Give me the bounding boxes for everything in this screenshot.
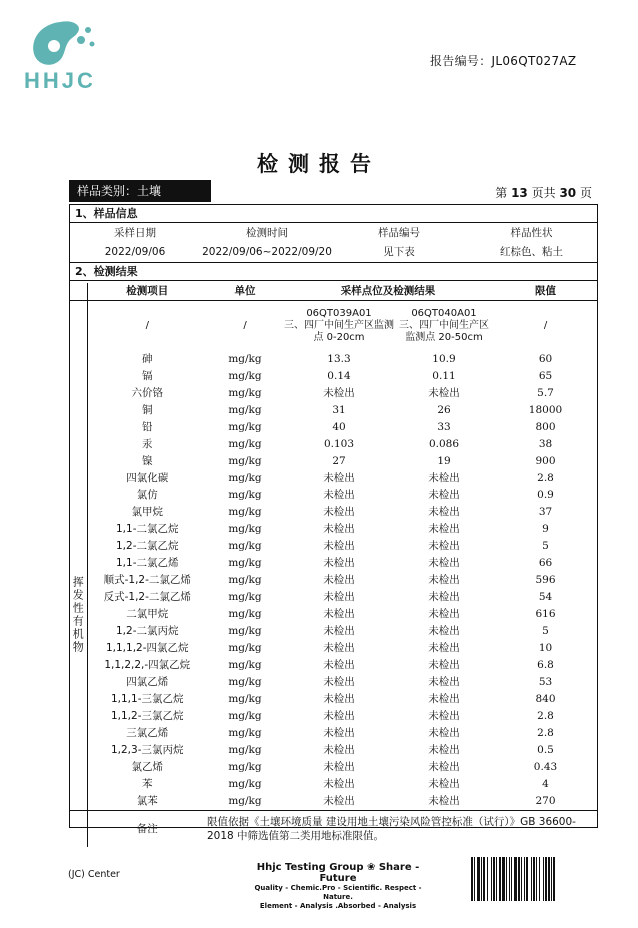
result-point-1: 未检出 [323, 574, 355, 586]
table-row [69, 640, 598, 657]
result-point-1: 未检出 [323, 795, 355, 807]
item-unit: mg/kg [228, 710, 262, 722]
result-point-2: 未检出 [428, 523, 460, 535]
table-row [69, 419, 598, 436]
item-limit: 37 [538, 506, 553, 518]
table-row [69, 402, 598, 419]
barcode-bar [518, 857, 520, 901]
result-point-2: 未检出 [428, 472, 460, 484]
sample-character-label: 样品性状 [510, 227, 553, 239]
table-row [69, 776, 598, 793]
test-time-label: 检测时间 [246, 227, 288, 239]
item-limit: 53 [538, 676, 553, 688]
result-point-1: 未检出 [323, 489, 355, 501]
table-row [69, 623, 598, 640]
item-limit: 900 [535, 455, 556, 467]
result-point-2: 0.086 [428, 438, 460, 450]
table-row [69, 742, 598, 759]
page-current: 13 [511, 186, 528, 200]
item-name: 汞 [142, 438, 153, 450]
result-point-1: 未检出 [323, 693, 355, 705]
item-name: 四氯乙烯 [126, 676, 169, 688]
item-name: 反式-1,2-二氯乙烯 [103, 591, 191, 603]
barcode-bar [536, 857, 537, 901]
item-unit: mg/kg [228, 642, 262, 654]
barcode-bar [521, 857, 522, 901]
item-limit: 54 [538, 591, 553, 603]
table-row [69, 436, 598, 453]
item-limit: 66 [538, 557, 553, 569]
table-row [69, 657, 598, 674]
page-suffix: 页 [579, 186, 592, 200]
item-name: 氯仿 [136, 489, 158, 501]
item-limit: 2.8 [537, 710, 554, 722]
item-unit: mg/kg [228, 370, 262, 382]
barcode-bar [543, 857, 544, 901]
item-unit: mg/kg [228, 523, 262, 535]
section-results: 2、检测结果 [69, 264, 598, 281]
table-row [69, 793, 598, 811]
item-limit: 6.8 [537, 659, 554, 671]
item-limit: 10 [538, 642, 553, 654]
item-limit: 5 [542, 625, 549, 637]
item-limit: 596 [535, 574, 556, 586]
item-name: 镉 [142, 370, 153, 382]
item-name: 1,1,1,2-四氯乙烷 [105, 642, 189, 654]
result-point-1: 未检出 [323, 778, 355, 790]
item-limit: 616 [535, 608, 556, 620]
barcode-bar [491, 857, 492, 901]
company-logo [20, 16, 110, 100]
col-item: 检测项目 [87, 283, 207, 301]
page-info [495, 184, 592, 201]
result-point-2: 未检出 [428, 540, 460, 552]
result-point-2: 未检出 [428, 659, 460, 671]
item-limit: 2.8 [537, 472, 554, 484]
result-point-1: 未检出 [323, 761, 355, 773]
item-unit: mg/kg [228, 744, 262, 756]
result-point-2: 33 [437, 421, 451, 433]
result-point-1: 未检出 [323, 608, 355, 620]
sample-no: 见下表 [383, 246, 415, 258]
logo-text: HHJC [24, 68, 96, 93]
item-name: 六价铬 [131, 387, 163, 399]
item-name: 氯甲烷 [131, 506, 163, 518]
item-limit: 0.43 [533, 761, 558, 773]
table-row [69, 487, 598, 504]
item-name: 1,1,2,2,-四氯乙烷 [104, 659, 191, 671]
result-point-2: 未检出 [428, 761, 460, 773]
table-row [69, 674, 598, 691]
table-row [69, 351, 598, 368]
result-point-2: 未检出 [428, 506, 460, 518]
result-point-1: 40 [332, 421, 346, 433]
item-name: 铜 [142, 404, 153, 416]
table-header [69, 283, 598, 301]
item-unit: mg/kg [228, 353, 262, 365]
result-point-2: 未检出 [428, 795, 460, 807]
sub-limit: / [543, 320, 548, 331]
barcode-bar [487, 857, 488, 901]
item-unit: mg/kg [228, 591, 262, 603]
item-unit: mg/kg [228, 421, 262, 433]
barcode-bar [551, 857, 552, 901]
sample-point-2-desc: 三、四厂中间生产区监测点 20-50cm [399, 320, 489, 343]
item-name: 1,2-二氯乙烷 [116, 540, 179, 552]
barcode-bar [533, 857, 535, 901]
report-number-label: 报告编号： [430, 54, 492, 68]
table-row [69, 368, 598, 385]
result-point-2: 未检出 [428, 387, 460, 399]
table-row [69, 759, 598, 776]
result-point-1: 未检出 [323, 744, 355, 756]
report-number-value: JL06QT027AZ [491, 54, 577, 68]
item-name: 1,1-二氯乙烯 [116, 557, 179, 569]
barcode-bar [539, 857, 540, 901]
table-row [69, 708, 598, 725]
sample-point-1-code: 06QT039A01 [306, 308, 372, 319]
item-unit: mg/kg [228, 693, 262, 705]
result-point-2: 26 [437, 404, 451, 416]
item-unit: mg/kg [228, 574, 262, 586]
sample-point-2 [395, 301, 493, 352]
result-point-1: 未检出 [323, 625, 355, 637]
result-point-2: 未检出 [428, 608, 460, 620]
item-limit: 65 [538, 370, 553, 382]
result-point-1: 未检出 [323, 659, 355, 671]
sample-no-label: 样品编号 [378, 227, 420, 239]
result-point-1: 未检出 [323, 727, 355, 739]
sample-point-2-code: 06QT040A01 [411, 308, 477, 319]
col-results: 采样点位及检测结果 [283, 283, 493, 301]
result-point-2: 未检出 [428, 727, 460, 739]
item-limit: 0.5 [537, 744, 554, 756]
result-point-1: 未检出 [323, 523, 355, 535]
item-unit: mg/kg [228, 625, 262, 637]
item-name: 顺式-1,2-二氯乙烯 [103, 574, 191, 586]
barcode-bar [477, 857, 480, 901]
barcode-bar [483, 857, 485, 901]
item-unit: mg/kg [228, 608, 262, 620]
item-unit: mg/kg [228, 557, 262, 569]
item-unit: mg/kg [228, 404, 262, 416]
sub-unit: / [243, 320, 247, 331]
item-name: 氯乙烯 [131, 761, 163, 773]
item-limit: 18000 [528, 404, 563, 416]
result-point-2: 0.11 [432, 370, 456, 382]
sample-info-header [69, 224, 598, 243]
result-point-1: 27 [332, 455, 346, 467]
col-unit: 单位 [207, 283, 283, 301]
result-point-1: 未检出 [323, 506, 355, 518]
barcode-bar [474, 857, 475, 901]
page-title: 检测报告 [257, 152, 381, 176]
page-mid: 页共 [531, 186, 556, 200]
table-row [69, 555, 598, 572]
footer-brand-line: Hhjc Testing Group ❀ Share - Future [256, 862, 420, 884]
item-limit: 5.7 [537, 387, 554, 399]
barcode-bar [481, 857, 482, 901]
item-limit: 2.8 [537, 727, 554, 739]
item-unit: mg/kg [228, 387, 262, 399]
table-row [69, 538, 598, 555]
result-point-1: 13.3 [327, 353, 351, 365]
barcode-bar [548, 857, 550, 901]
item-unit: mg/kg [228, 727, 262, 739]
barcode-bar [471, 857, 473, 901]
col-limit: 限值 [493, 283, 598, 301]
result-point-2: 未检出 [428, 710, 460, 722]
table-row [69, 691, 598, 708]
barcode-bar [524, 857, 525, 901]
item-name: 1,1-二氯乙烷 [116, 523, 179, 535]
section-sample-info: 1、样品信息 [69, 206, 598, 223]
item-name: 铅 [142, 421, 153, 433]
footer-tagline-2: Element - Analysis .Absorbed - Analysis [259, 902, 417, 910]
table-row [69, 385, 598, 402]
table-row [69, 521, 598, 538]
report-number [430, 52, 576, 69]
page-prefix: 第 [495, 186, 508, 200]
item-unit: mg/kg [228, 795, 262, 807]
item-unit: mg/kg [228, 778, 262, 790]
result-point-2: 未检出 [428, 744, 460, 756]
item-name: 1,2-二氯丙烷 [116, 625, 179, 637]
table-row [69, 725, 598, 742]
item-name: 氯苯 [136, 795, 158, 807]
sample-category: 样品类别：土壤 [69, 180, 211, 202]
item-name: 1,1,2-三氯乙烷 [110, 710, 184, 722]
result-point-1: 未检出 [323, 540, 355, 552]
item-name: 1,1,1-三氯乙烷 [110, 693, 184, 705]
item-unit: mg/kg [228, 676, 262, 688]
table-row [69, 453, 598, 470]
sample-character: 红棕色、粘土 [500, 246, 563, 258]
result-point-1: 未检出 [323, 557, 355, 569]
result-point-2: 未检出 [428, 489, 460, 501]
barcode-bar [514, 857, 517, 901]
result-point-1: 未检出 [323, 710, 355, 722]
result-point-2: 未检出 [428, 676, 460, 688]
result-point-1: 未检出 [323, 642, 355, 654]
barcode-bar [553, 857, 555, 901]
item-unit: mg/kg [228, 455, 262, 467]
footer-brand [240, 862, 436, 911]
item-limit: 840 [535, 693, 556, 705]
item-unit: mg/kg [228, 761, 262, 773]
barcode-bar [499, 857, 501, 901]
barcode-bar [493, 857, 495, 901]
sample-point-row [69, 301, 598, 352]
footer-center-label: (JC) Center [68, 869, 120, 880]
item-limit: 4 [542, 778, 549, 790]
barcode-bar [531, 857, 532, 901]
result-point-2: 未检出 [428, 591, 460, 603]
result-point-2: 未检出 [428, 778, 460, 790]
table-row [69, 470, 598, 487]
barcode-bar [511, 857, 512, 901]
result-point-2: 未检出 [428, 574, 460, 586]
page-total: 30 [559, 186, 577, 200]
barcode-bar [502, 857, 505, 901]
table-row [69, 504, 598, 521]
table-row [69, 572, 598, 589]
table-row [69, 589, 598, 606]
barcode [470, 857, 598, 901]
note-text: 限值依据《土壤环境质量 建设用地土壤污染风险管控标准（试行）》GB 36600-2018 中筛选值第二类用地标准限值。 [207, 811, 598, 848]
barcode-bar [496, 857, 497, 901]
item-unit: mg/kg [228, 659, 262, 671]
result-point-1: 未检出 [323, 472, 355, 484]
barcode-bar [509, 857, 510, 901]
table-row [69, 606, 598, 623]
result-point-2: 未检出 [428, 642, 460, 654]
item-unit: mg/kg [228, 489, 262, 501]
item-limit: 9 [542, 523, 549, 535]
item-limit: 0.9 [537, 489, 554, 501]
result-point-2: 19 [437, 455, 451, 467]
sample-date: 2022/09/06 [104, 246, 166, 258]
item-name: 镍 [142, 455, 153, 467]
item-limit: 270 [535, 795, 556, 807]
sample-date-label: 采样日期 [114, 227, 156, 239]
result-point-2: 未检出 [428, 625, 460, 637]
item-limit: 38 [538, 438, 553, 450]
item-unit: mg/kg [228, 506, 262, 518]
barcode-bar [506, 857, 507, 901]
sub-item: / [145, 320, 149, 331]
result-point-2: 10.9 [432, 353, 456, 365]
item-name: 砷 [142, 353, 153, 365]
barcode-bar [526, 857, 528, 901]
item-limit: 60 [538, 353, 553, 365]
result-point-1: 未检出 [323, 676, 355, 688]
test-time: 2022/09/06~2022/09/20 [202, 246, 332, 258]
item-limit: 800 [535, 421, 556, 433]
item-unit: mg/kg [228, 472, 262, 484]
results-table [69, 283, 598, 847]
note-row [69, 811, 598, 848]
item-limit: 5 [542, 540, 549, 552]
note-label: 备注 [87, 811, 207, 848]
item-unit: mg/kg [228, 438, 262, 450]
group-label: 挥发性有机物 [69, 538, 87, 691]
sample-point-1 [283, 301, 395, 352]
sample-info-values [69, 243, 598, 263]
result-point-1: 0.14 [327, 370, 351, 382]
result-point-2: 未检出 [428, 693, 460, 705]
result-point-1: 0.103 [323, 438, 355, 450]
footer-tagline-1: Quality - Chemic.Pro - Scientific. Respect - Nature. [254, 884, 422, 901]
barcode-bar [545, 857, 547, 901]
item-name: 二氯甲烷 [126, 608, 169, 620]
result-point-1: 31 [332, 404, 346, 416]
item-name: 1,2,3-三氯丙烷 [110, 744, 184, 756]
item-name: 三氯乙烯 [126, 727, 169, 739]
sample-point-1-desc: 三、四厂中间生产区监测点 0-20cm [284, 320, 394, 343]
item-name: 苯 [142, 778, 153, 790]
result-point-2: 未检出 [428, 557, 460, 569]
result-point-1: 未检出 [323, 387, 355, 399]
item-unit: mg/kg [228, 540, 262, 552]
item-name: 四氯化碳 [126, 472, 169, 484]
result-point-1: 未检出 [323, 591, 355, 603]
